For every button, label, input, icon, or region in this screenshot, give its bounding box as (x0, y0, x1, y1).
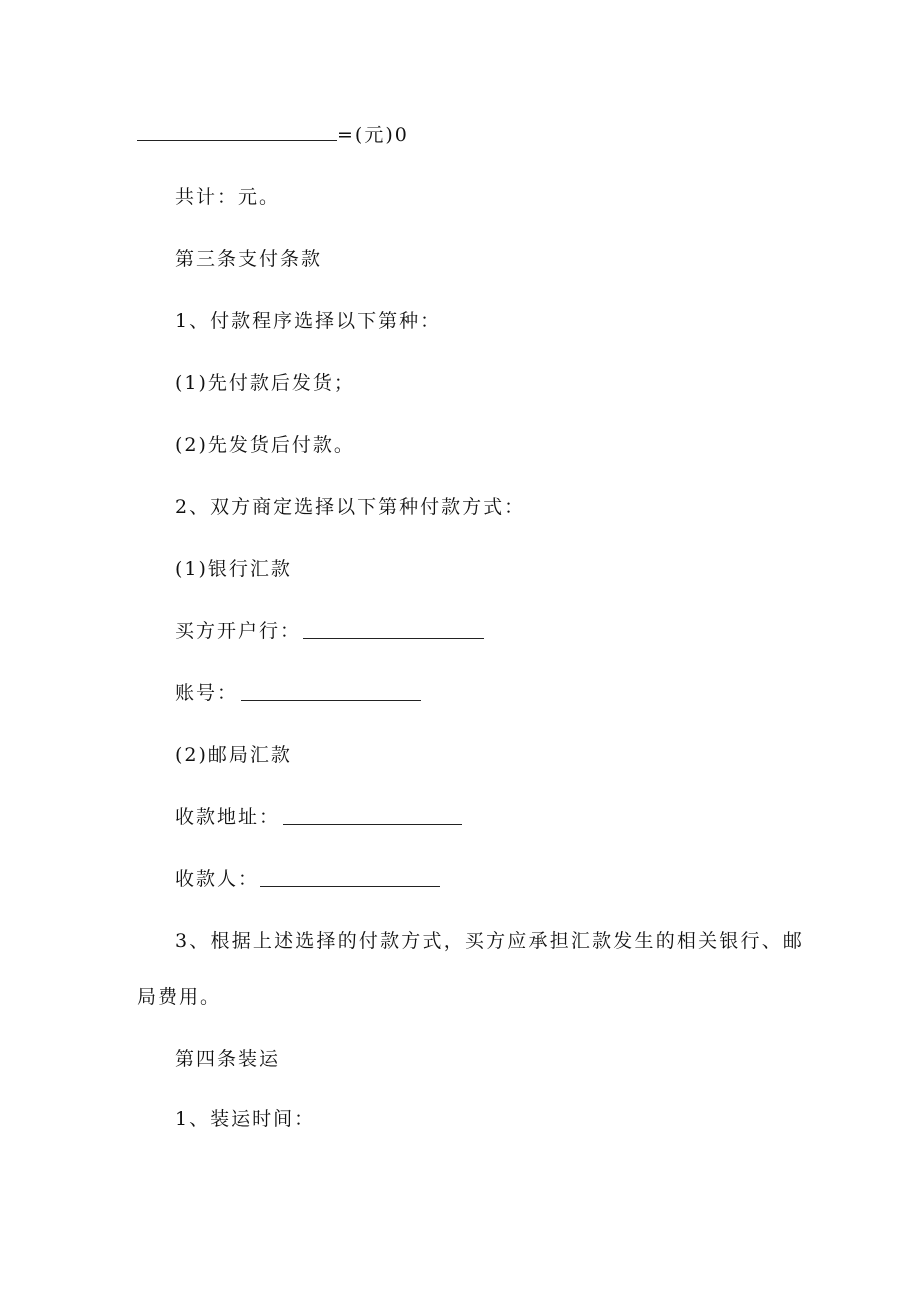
payee-address-line (175, 804, 280, 830)
payment-procedure-item: 1、付款程序选择以下第种： (175, 310, 442, 332)
price-formula-line (137, 122, 409, 148)
price-blank[interactable] (137, 122, 337, 141)
article-4-heading: 第四条装运 (175, 1048, 281, 1070)
shipping-time-item: 1、装运时间： (175, 1108, 316, 1130)
buyer-bank-field[interactable] (303, 620, 484, 639)
buyer-bank-line (175, 618, 301, 644)
account-field[interactable] (241, 682, 421, 701)
account-label: 账号： (175, 682, 239, 704)
account-line (175, 680, 238, 706)
option-ship-first: (2)先发货后付款。 (175, 434, 355, 456)
fee-clause-line1: 3、根据上述选择的付款方式，买方应承担汇款发生的相关银行、邮 (175, 930, 805, 952)
option-postal-remittance: (2)邮局汇款 (175, 744, 292, 766)
payee-field[interactable] (260, 868, 440, 887)
fee-clause-line2: 局费用。 (137, 986, 222, 1008)
option-bank-transfer: (1)银行汇款 (175, 558, 292, 580)
payment-method-item: 2、双方商定选择以下第种付款方式： (175, 496, 526, 518)
option-pay-first: (1)先付款后发货； (175, 372, 355, 394)
payee-address-label: 收款地址： (175, 806, 281, 828)
total-line: 共计：元。 (175, 186, 281, 208)
payee-label: 收款人： (175, 868, 260, 890)
article-3-heading: 第三条支付条款 (175, 248, 323, 270)
payee-line (175, 866, 259, 892)
price-formula-suffix: =(元)0 (337, 124, 409, 146)
payee-address-field[interactable] (283, 806, 462, 825)
buyer-bank-label: 买方开户行： (175, 620, 302, 642)
